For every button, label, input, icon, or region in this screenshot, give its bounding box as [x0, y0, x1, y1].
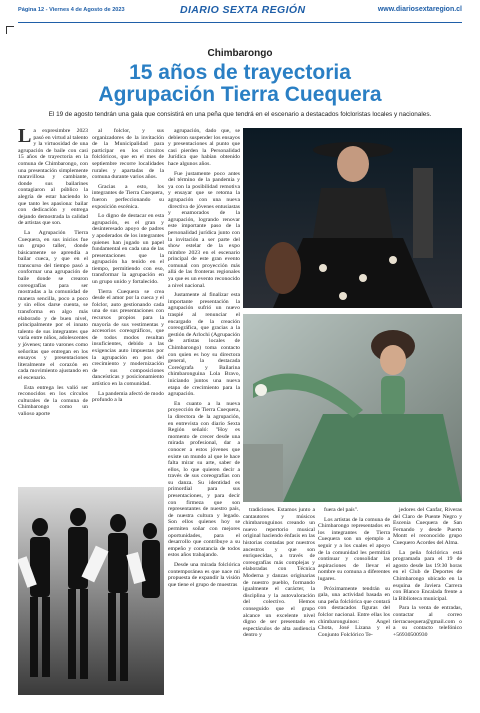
newspaper-masthead: DIARIO SEXTA REGIÓN — [180, 4, 306, 16]
paragraph: La peña folclórica está programada para el 19 de agosto desde las 19:30 horas en el Club de Deportes de Chimbarongo ubicado en la esquina de Javiera Carrera con Blanco Encalada frente a la Biblioteca municipal. — [393, 549, 462, 602]
paragraph: al folclor, y sus organizadores de la invitación de la Municipalidad para participar en los circuitos folclóricos, que en el mes de septiembre recorre localidades rurales y apartadas de la comuna durante varios años. — [92, 128, 164, 181]
paragraph: Gracias a esto, los integrantes de Tierra Cuequera, fueron perfeccionando su exposición escénica. — [92, 183, 164, 210]
paragraph: agrupación, dado que, se debieron suspender los ensayos y presentaciones al punto que casi pierden la Personalidad Jurídica que habían obtenido hace algunos años. — [168, 128, 240, 167]
paragraph: La Agrupación Tierra Cuequera, en sus inicios fue un grupo taller, donde básicamente se aprendía a bailar cueca, y que en el transcurso del tiempo pasó a conformar una agrupación de baile donde se crearon coreografías para ser mostradas a la comunidad de manera sencilla, poco a poco y sin ellos darse cuenta, se transforma en algo más elaborado y de buen nivel, principalmente por el innato talento de sus integrantes que varía entre niños, adolescentes y jóvenes; tanto varones como señoritas que entregan en los ensayos y presentaciones literalmente el corazón en cada movimiento ajustando en el escenario. — [18, 229, 88, 381]
article-column-6 — [393, 507, 462, 641]
dancers-photo-left — [18, 487, 164, 695]
article-column-3 — [168, 128, 240, 591]
paragraph: Justamente al finalizar esta importante presentación la agrupación sufrió un nuevo traspié al renunciar el encargado de la creación coreográfica, que gracias a la gestión de Arlochi (Agrupación de artistas locales de Chimbarongo) toma contacto con quien es hoy su directora general, la destacada Coreógrafa y Bailarina chimbaronguina Lola Bravo, iniciando juntos una nueva etapa de crecimiento para la agrupación. — [168, 292, 240, 398]
paragraph: a expresimbre 2023 pasó en virtud al talento y la virtuosidad de una agrupación de baile con casi 15 años de trayectoria en la comuna de Chimbarongo, con una presentación simplemente maravillosa y cambiante, donde sus bailarines contagiaron al público la alegría de estar haciendo lo que tanto les apasiona: bailar con dedicación y entrega dejando demostrada la calidad de artistas que son. — [18, 128, 88, 227]
paragraph: En cuanto a la nueva proyección de Tierra Cuequera, la directora de la agrupación, en entrevista con diario Sexta Región señaló: "Hoy es momento de crecer desde una mirada profesional, dar a conocer a estos jóvenes que existe un mundo al que le hace falta mirar su arte, saber de ellos, lo que quieren decir a través de sus coreografías con su danza. Su identidad es primordial para sus presentaciones, y para decir con firmeza que son representantes de nuestro país, de nuestra cultura y legado. Son ellos quienes hoy se permiten soñar con mejores oportunidades, para el desarrollo que contribuye a su empeño y constancia de todos estos años trabajando. — [168, 400, 240, 559]
dancer-photo-right — [243, 314, 462, 502]
article-column-2 — [92, 128, 164, 407]
page-info: Página 12 - Viernes 4 de Agosto de 2023 — [18, 7, 125, 13]
paragraph: jedores del Canfar, Riveras del Claro de Puente Negro y Escenia Cuequera de San Fernando y desde Puerto Montt el reconocido grupo Cuequero Acordes del Alma. — [393, 507, 462, 546]
article-title-line1: 15 años de trayectoria — [129, 61, 351, 84]
paragraph: Desde una mirada folclórica contemporánea es que nace mi propuesta de expandir la visión que tiene el grupo de muestras — [168, 562, 240, 588]
paragraph: Fue justamente poco antes del término de la pandemia y ya con la posibilidad remotiva y ensayar que se retoma la agrupación con una nueva directiva de jóvenes entusiastas y enamorados de la agrupación, logrando renovar este importante paso de la personalidad jurídica junto con la invitación a ser parte del show estelar de la expo mimbre 2023 en el escenario principal de este gran evento comunal con proyección más allá de las fronteras regionales ya que es un evento reconocido a nivel nacional. — [168, 170, 240, 289]
article-title-line2: Agrupación Tierra Cuequera — [98, 83, 382, 106]
article-lead: El 19 de agosto tendrán una gala que consistirá en una peña que tendrá en el escenario a destacados folcloristas locales y nacionales. — [48, 111, 432, 118]
drop-cap: L — [18, 125, 32, 147]
paragraph: fuera del país". — [324, 507, 359, 513]
paragraph: Lo digno de destacar en esta agrupación, es el gran y desinteresado apoyo de padres y apoderados de los integrantes quienes han jugado un papel fundamental en cada una de las presentaciones que la agrupación ha tenido en el tiempo, permitiendo con eso, transformar la agrupación en un grupo unido y fortalecido. — [92, 213, 164, 286]
paragraph: Para la venta de entradas, contactar al correo tierracuequera@gmail.com o a su contacto telefónico +56930500930 — [393, 605, 462, 638]
article-column-5 — [318, 507, 390, 641]
article-column-1 — [18, 125, 88, 421]
article-column-4 — [243, 507, 315, 642]
paragraph: Próximamente tendrán su gala, una actividad basada en una peña folclórica que contará con destacados figuras del folclor nacional. Entre ellas los chimbaronguinos: Angel Chota, José Lizana y el Conjunto Folclórico Te- — [318, 585, 390, 638]
header-rule — [18, 22, 462, 23]
page-header — [0, 0, 480, 22]
crop-mark-icon — [6, 26, 14, 34]
dancers-photo-top-right — [243, 128, 462, 308]
paragraph: Esta entrega les valió ser reconocidos en los círculos culturales de la comuna de Chimbarongo como un valioso aporte — [18, 384, 88, 417]
paragraph: tradiciones. Estamos junto a cantautores y músicos chimbaronguinos creando un nuevo repertorio musical original haciendo énfasis en las historias contadas por nuestros ancestros y que son enriquecidas, a través de coreografías más complejas y elaboradas con Técnica Moderna y danzas originarias de nuestro pueblo, formando igualmente el carácter, la disciplina y la autovaloración del colectivo. Hemos conseguido que el grupo alcance un excelente nivel digno de ser presentado en espectáculos de alta audiencia dentro y — [243, 507, 315, 639]
article-kicker: Chimbarongo — [207, 48, 273, 59]
website-link[interactable]: www.diariosextaregion.cl — [377, 6, 462, 13]
paragraph: La pandemia afectó de modo profundo a la — [92, 390, 165, 404]
paragraph: Los artistas de la comuna de Chimbarongo representados en los integrantes de Tierra Cuequera son un ejemplo a seguir y a los cuales el apoyo de la comunidad les permitirá continuar y consolidar las aspiraciones de llevar el nombre su comuna a diferentes lugares. — [318, 516, 390, 582]
paragraph: Tierra Cuequera se crea desde el amor por la cueca y el folclor, auto gestionando cada una de sus presentaciones con recursos propios para la mayoría de sus vestimentas y accesorios coreográficos, que de todos modos resultan insuficientes, debido a las exigencias auto impuestas por la agrupación en pos del crecimiento y modernización de sus composiciones danceísticas y posicionamiento artístico en la comunidad. — [92, 288, 164, 387]
